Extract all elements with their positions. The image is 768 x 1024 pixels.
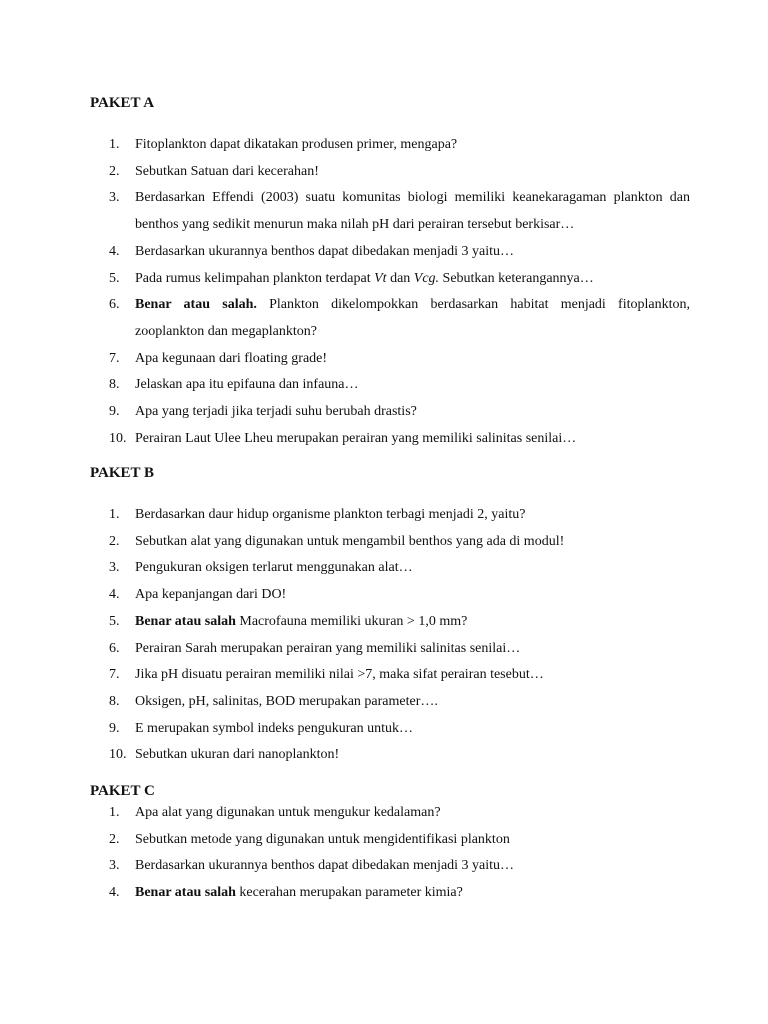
question-item: [90, 372, 690, 399]
question-item: [90, 636, 690, 663]
question-text-part: Apa yang terjadi jika terjadi suhu berubah drastis?: [135, 404, 417, 420]
question-text-part: kecerahan merupakan parameter kimia?: [235, 885, 463, 901]
question-item: [90, 853, 690, 880]
question-text-part: Sebutkan Satuan dari kecerahan!: [135, 163, 319, 179]
question-variable: Vcg.: [413, 270, 440, 286]
question-item: [90, 426, 690, 453]
question-list: [90, 800, 690, 907]
question-number: 8.: [109, 377, 120, 393]
question-number: 9.: [109, 720, 120, 736]
question-text: [135, 271, 594, 286]
question-text: [135, 641, 520, 656]
question-item: [90, 742, 690, 769]
section-paket-a: [90, 94, 690, 452]
question-item: [90, 529, 690, 556]
question-text: [135, 747, 339, 762]
question-number: 10.: [109, 747, 127, 763]
question-text-part: Berdasarkan ukurannya benthos dapat dibedakan menjadi 3 yaitu…: [135, 858, 515, 874]
question-text-part: Apa kegunaan dari floating grade!: [135, 350, 328, 366]
question-text-part: Perairan Sarah merupakan perairan yang memiliki salinitas senilai…: [135, 640, 521, 656]
question-text: [135, 377, 359, 392]
question-number: 10.: [109, 430, 127, 446]
question-text-part: Plankton dikelompokkan berdasarkan habitat menjadi fitoplankton, zooplankton dan megaplankton?: [135, 297, 690, 339]
question-number: 3.: [109, 190, 120, 206]
question-text: [135, 805, 441, 820]
question-text-part: Sebutkan alat yang digunakan untuk mengambil benthos yang ada di modul!: [135, 533, 565, 549]
question-number: 1.: [109, 137, 120, 152]
question-list: [90, 132, 690, 452]
question-text: [135, 244, 514, 259]
question-text-part: Jika pH disuatu perairan memiliki nilai >7, maka sifat perairan tesebut…: [135, 667, 544, 683]
question-text-part: Berdasarkan daur hidup organisme plankton terbagi menjadi 2, yaitu?: [135, 507, 526, 522]
question-number: 5.: [109, 613, 120, 629]
question-text: [135, 190, 690, 232]
question-number: 9.: [109, 404, 120, 420]
question-item: [90, 159, 690, 186]
question-item: [90, 239, 690, 266]
question-item: [90, 292, 690, 345]
question-text-part: Apa kepanjangan dari DO!: [135, 587, 287, 603]
question-text: [135, 721, 413, 736]
question-text: [135, 404, 417, 419]
question-number: 3.: [109, 858, 120, 874]
question-number: 5.: [109, 270, 120, 286]
question-text: [135, 858, 514, 873]
question-text: [135, 587, 286, 602]
question-item: [90, 609, 690, 636]
question-item: [90, 827, 690, 854]
question-item: [90, 399, 690, 426]
question-text-part: Pada rumus kelimpahan plankton terdapat: [135, 270, 375, 286]
question-item: [90, 662, 690, 689]
question-text-part: Jelaskan apa itu epifauna dan infauna…: [135, 377, 359, 393]
question-text-part: Perairan Laut Ulee Lheu merupakan perairan yang memiliki salinitas senilai…: [135, 430, 577, 446]
question-number: 4.: [109, 243, 120, 259]
question-text-part: Oksigen, pH, salinitas, BOD merupakan parameter….: [135, 693, 438, 709]
section-title: PAKET C: [90, 783, 155, 799]
question-item: [90, 502, 690, 529]
section-paket-c: [90, 782, 690, 907]
question-text: [135, 560, 413, 575]
question-number: 2.: [109, 163, 120, 179]
question-text-part: Sebutkan ukuran dari nanoplankton!: [135, 747, 340, 763]
question-item: [90, 800, 690, 827]
question-text: [135, 297, 690, 339]
question-number: 2.: [109, 831, 120, 847]
question-text-part: Apa alat yang digunakan untuk mengukur kedalaman?: [135, 805, 441, 820]
question-text: [135, 137, 457, 152]
question-text: [135, 164, 319, 179]
question-text: [135, 885, 463, 900]
question-item: [90, 346, 690, 373]
question-number: 6.: [109, 297, 120, 313]
question-number: 2.: [109, 533, 120, 549]
question-list: [90, 502, 690, 769]
question-text: [135, 832, 510, 847]
question-item: [90, 185, 690, 238]
question-text: [135, 534, 564, 549]
question-item: [90, 716, 690, 743]
question-text: [135, 667, 544, 682]
question-text-part: Berdasarkan Effendi (2003) suatu komunitas biologi memiliki keanekaragaman plankton dan benthos yang sedikit menurun maka nilah pH dari perairan tersebut berkisar…: [135, 190, 690, 233]
question-text: [135, 694, 438, 709]
question-emphasis: Benar atau salah.: [135, 297, 257, 313]
question-text: [135, 431, 576, 446]
question-number: 1.: [109, 805, 120, 820]
section-paket-b: [90, 464, 690, 769]
section-title: PAKET A: [90, 95, 155, 111]
question-text-part: Pengukuran oksigen terlarut menggunakan alat…: [135, 560, 413, 576]
question-text-part: Sebutkan keterangannya…: [439, 270, 594, 286]
question-text: [135, 507, 525, 522]
question-emphasis: Benar atau salah: [135, 885, 236, 901]
question-number: 4.: [109, 885, 120, 901]
question-number: 8.: [109, 693, 120, 709]
question-text-part: Berdasarkan ukurannya benthos dapat dibedakan menjadi 3 yaitu…: [135, 243, 515, 259]
question-item: [90, 266, 690, 293]
question-text: [135, 614, 467, 629]
question-text-part: Macrofauna memiliki ukuran > 1,0 mm?: [235, 613, 468, 629]
question-text-part: Sebutkan metode yang digunakan untuk mengidentifikasi plankton: [135, 831, 510, 847]
question-number: 1.: [109, 507, 120, 522]
question-text-part: dan: [386, 270, 414, 286]
question-item: [90, 582, 690, 609]
question-number: 7.: [109, 667, 120, 683]
question-text: [135, 351, 327, 366]
question-number: 3.: [109, 560, 120, 576]
question-number: 6.: [109, 640, 120, 656]
question-item: [90, 689, 690, 716]
question-text-part: Fitoplankton dapat dikatakan produsen primer, mengapa?: [135, 137, 458, 152]
question-item: [90, 880, 690, 907]
question-text-part: E merupakan symbol indeks pengukuran untuk…: [135, 720, 414, 736]
question-number: 4.: [109, 587, 120, 603]
question-emphasis: Benar atau salah: [135, 613, 236, 629]
question-item: [90, 555, 690, 582]
section-title: PAKET B: [90, 465, 155, 481]
question-variable: Vt: [374, 270, 387, 286]
question-item: [90, 132, 690, 159]
question-number: 7.: [109, 350, 120, 366]
